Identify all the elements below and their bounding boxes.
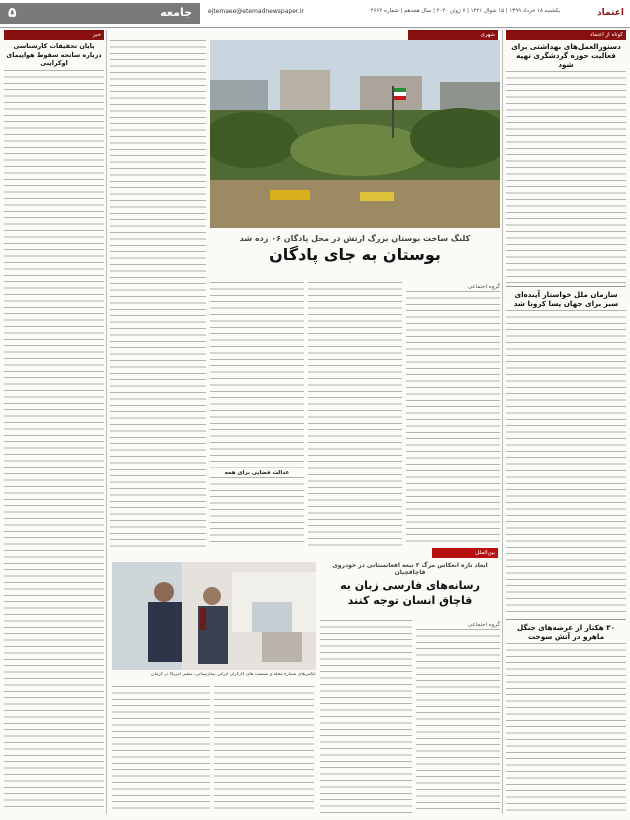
lower-story-heading xyxy=(320,560,500,616)
article-body xyxy=(416,620,500,814)
page-number: ۵ xyxy=(8,5,17,21)
left-column xyxy=(4,30,104,816)
article-body xyxy=(214,686,314,814)
article-kicker: گروه اجتماعی xyxy=(467,284,500,290)
article-body xyxy=(406,282,500,548)
article-body xyxy=(320,620,412,814)
newspaper-logo: اعتماد xyxy=(597,8,624,18)
divider xyxy=(506,286,626,287)
right-column xyxy=(506,30,626,816)
column-rule xyxy=(502,30,503,814)
page-header xyxy=(0,0,630,28)
article-body xyxy=(112,686,210,814)
photo-caption: عکس‌های شماره مجله و نشست ‌های کارگران ایرانی بیمارستانی، سفیر آمریکا در کرمان xyxy=(151,672,316,677)
section-email[interactable]: ejtemaee@etemadnewspaper.ir xyxy=(208,8,304,15)
article-body xyxy=(210,282,304,548)
article-body xyxy=(308,282,402,548)
news-headline: ۳۰ هکتار از عرصه‌های جنگل ماهرو در آتش سوخت xyxy=(517,623,615,641)
section-tag: کوتاه از اعتماد xyxy=(506,30,626,40)
news-headline: پایان تحقیقات کارشناسی درباره سانحه سقوط هواپیمای اوکراینی xyxy=(6,42,102,67)
news-headline: دستورالعمل‌های بهداشتی برای فعالیت حوزه گردشگری تهیه شود xyxy=(511,42,621,69)
dateline: یکشنبه ۱۸ خرداد ۱۳۹۹ | ۱۵ شوال ۱۴۴۱ | ۷ ژوئن ۲۰۲۰ | سال هجدهم | شماره ۴۶۶۲ xyxy=(370,8,560,14)
article-body xyxy=(506,643,626,813)
lower-subtitle: ابعاد تازه انعکاس مرگ ۳ تبعه افغانستانی در خودروی قاچاقچیان xyxy=(332,562,488,576)
meeting-photo xyxy=(112,562,316,670)
park-photo xyxy=(210,40,500,228)
lead-subtitle: کلنگ ساخت بوستان بزرگ ارتش در محل پادگان ۰۶ زده شد xyxy=(239,234,471,243)
article-body xyxy=(4,70,104,810)
section-tag: خبر xyxy=(4,30,104,40)
section-tag: شهری xyxy=(408,30,498,40)
article-kicker: گروه اجتماعی xyxy=(467,622,500,628)
news-headline: سازمان ملل خواستار آینده‌ای سبز برای جهان پسا کرونا شد xyxy=(513,290,619,308)
section-title: جامعه xyxy=(160,6,192,19)
article-body xyxy=(506,310,626,616)
column-rule xyxy=(106,30,107,814)
article-body xyxy=(506,71,626,283)
lead-headline: بوستان به جای پادگان xyxy=(269,245,441,264)
lead-story-heading xyxy=(210,232,500,278)
sub-heading: عدالت فضایی برای همه xyxy=(224,470,290,476)
section-tag: بین‌الملل xyxy=(432,548,498,558)
article-body xyxy=(110,40,206,550)
section-bar xyxy=(0,3,200,24)
divider xyxy=(506,619,626,620)
lower-headline: رسانه‌های فارسی زبان به قاچاق انسان توجه کنند xyxy=(340,579,480,607)
